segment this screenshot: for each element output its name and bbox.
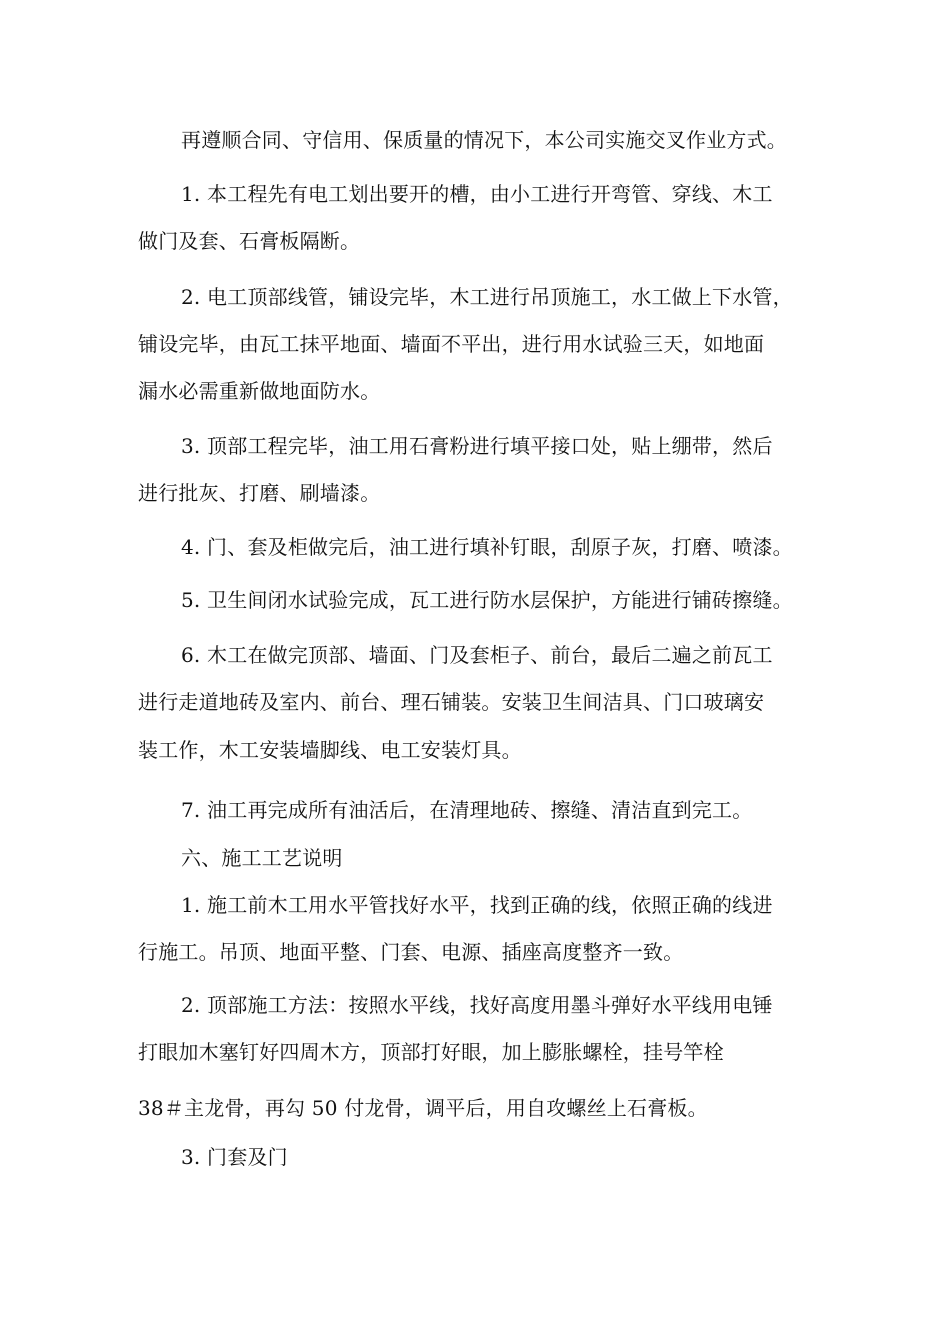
item-6-line-1: 6. 木工在做完顶部、墙面、门及套柜子、前台，最后二遍之前瓦工 — [181, 643, 773, 667]
section-heading-6: 六、施工工艺说明 — [181, 846, 343, 870]
item-3-line-1: 3. 顶部工程完毕，油工用石膏粉进行填平接口处，贴上绷带，然后 — [181, 434, 773, 458]
item-1-line-2: 做门及套、石膏板隔断。 — [138, 229, 361, 253]
process-item-1-line-2: 行施工。吊顶、地面平整、门套、电源、插座高度整齐一致。 — [138, 940, 684, 964]
item-2-line-3: 漏水必需重新做地面防水。 — [138, 379, 381, 403]
item-6-line-3: 装工作，木工安装墙脚线、电工安装灯具。 — [138, 738, 522, 762]
process-item-2-line-2: 打眼加木塞钉好四周木方，顶部打好眼，加上膨胀螺栓，挂号竿栓 — [138, 1040, 724, 1064]
process-item-2-line-3: 38＃主龙骨，再勾 50 付龙骨，调平后，用自攻螺丝上石膏板。 — [138, 1096, 708, 1120]
item-6-line-2: 进行走道地砖及室内、前台、理石铺装。安装卫生间洁具、门口玻璃安 — [138, 690, 765, 714]
process-item-2-line-1: 2. 顶部施工方法：按照水平线，找好高度用墨斗弹好水平线用电锤 — [181, 993, 773, 1017]
process-item-3-line-1: 3. 门套及门 — [181, 1145, 288, 1169]
item-2-line-2: 铺设完毕，由瓦工抹平地面、墙面不平出，进行用水试验三天，如地面 — [138, 332, 765, 356]
item-4-line-1: 4. 门、套及柜做完后，油工进行填补钉眼，刮原子灰，打磨、喷漆。 — [181, 535, 793, 559]
item-2-line-1: 2. 电工顶部线管，铺设完毕，木工进行吊顶施工，水工做上下水管， — [181, 285, 793, 309]
item-5-line-1: 5. 卫生间闭水试验完成，瓦工进行防水层保护，方能进行铺砖擦缝。 — [181, 588, 793, 612]
item-7-line-1: 7. 油工再完成所有油活后，在清理地砖、擦缝、清洁直到完工。 — [181, 798, 753, 822]
process-item-1-line-1: 1. 施工前木工用水平管找好水平，找到正确的线，依照正确的线进 — [181, 893, 773, 917]
paragraph-intro: 再遵顺合同、守信用、保质量的情况下，本公司实施交叉作业方式。 — [181, 128, 787, 152]
item-1-line-1: 1. 本工程先有电工划出要开的槽，由小工进行开弯管、穿线、木工 — [181, 182, 773, 206]
item-3-line-2: 进行批灰、打磨、刷墙漆。 — [138, 481, 381, 505]
